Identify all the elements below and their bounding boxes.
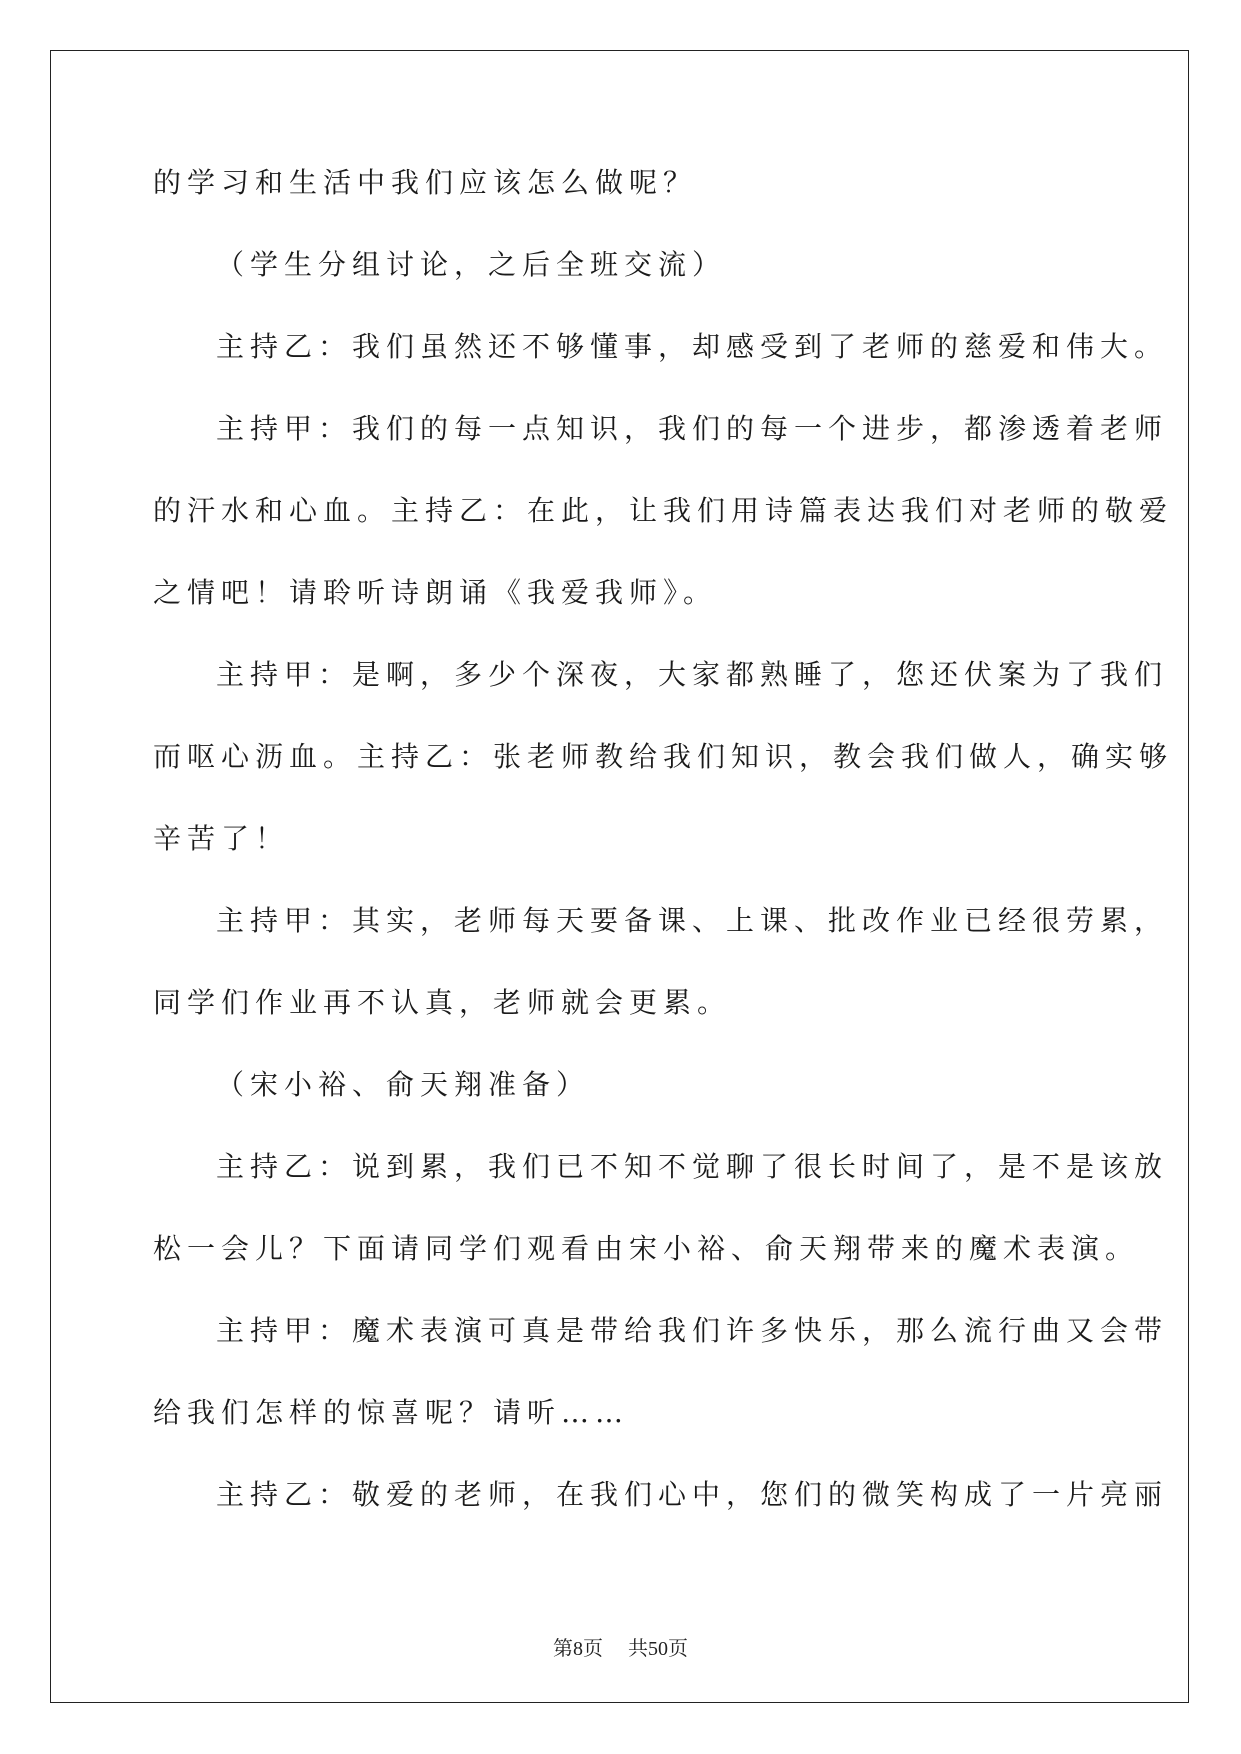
page-footer <box>0 1632 1241 1661</box>
text-line: 同学们作业再不认真，老师就会更累。 <box>153 986 732 1019</box>
text-line: 主持乙：我们虽然还不够懂事，却感受到了老师的慈爱和伟大。 <box>216 330 1169 363</box>
page-number: 第8页 <box>553 1638 603 1660</box>
text-line: 主持乙：敬爱的老师，在我们心中，您们的微笑构成了一片亮丽 <box>216 1478 1169 1511</box>
text-line: 而呕心沥血。主持乙：张老师教给我们知识，教会我们做人，确实够 <box>153 740 1174 773</box>
text-line: （学生分组讨论，之后全班交流） <box>216 248 727 281</box>
text-line: 主持甲：魔术表演可真是带给我们许多快乐，那么流行曲又会带 <box>216 1314 1169 1347</box>
text-line: （宋小裕、俞天翔准备） <box>216 1068 591 1101</box>
text-line: 给我们怎样的惊喜呢？请听…… <box>153 1396 630 1429</box>
document-body <box>153 162 1174 1556</box>
text-line: 主持乙：说到累，我们已不知不觉聊了很长时间了，是不是该放 <box>216 1150 1169 1183</box>
page-total: 共50页 <box>628 1638 688 1660</box>
text-line: 主持甲：我们的每一点知识，我们的每一个进步，都渗透着老师 <box>216 412 1169 445</box>
text-line: 主持甲：其实，老师每天要备课、上课、批改作业已经很劳累， <box>216 904 1169 937</box>
text-line: 的汗水和心血。主持乙：在此，让我们用诗篇表达我们对老师的敬爱 <box>153 494 1174 527</box>
text-line: 主持甲：是啊，多少个深夜，大家都熟睡了，您还伏案为了我们 <box>216 658 1169 691</box>
text-line: 的学习和生活中我们应该怎么做呢？ <box>153 166 698 199</box>
text-line: 之情吧！请聆听诗朗诵《我爱我师》。 <box>153 576 718 609</box>
text-line: 辛苦了！ <box>153 822 290 855</box>
text-line: 松一会儿？下面请同学们观看由宋小裕、俞天翔带来的魔术表演。 <box>153 1232 1140 1265</box>
